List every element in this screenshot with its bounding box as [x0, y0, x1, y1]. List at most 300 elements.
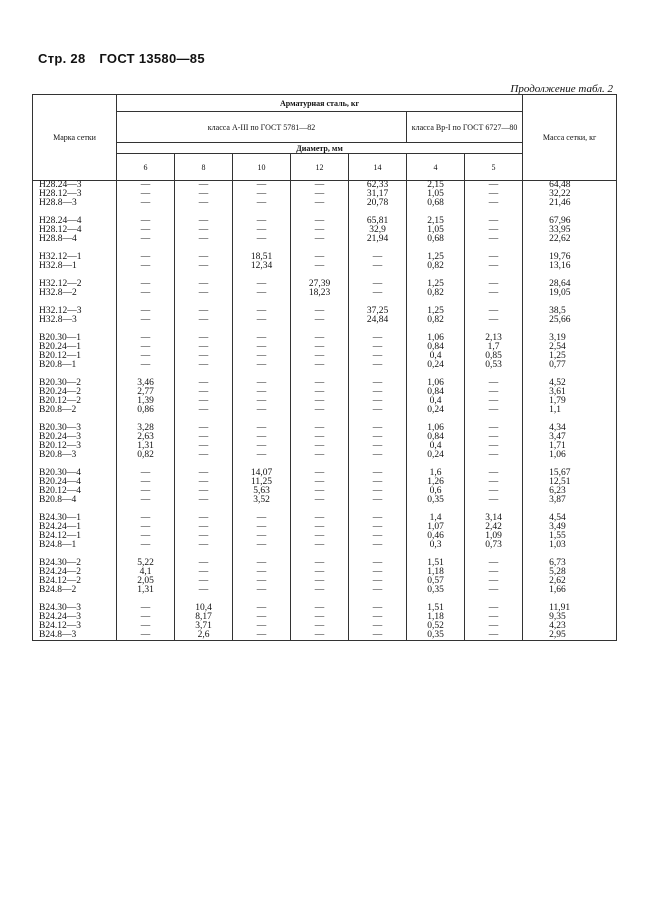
mark-value: В20.8—2 [39, 405, 77, 415]
mass-header: Масса сетки, кг [523, 95, 617, 181]
weight-value: 1,39 [137, 396, 154, 406]
weight-value: — [256, 279, 267, 289]
weight-value: — [488, 387, 499, 397]
weight-value: 3,52 [253, 495, 270, 505]
weight-value: — [256, 558, 267, 568]
weight-value: — [198, 387, 209, 397]
weight-cell [117, 514, 175, 550]
weight-value: 0,24 [427, 405, 444, 415]
mark-value: Н32.8—1 [39, 261, 77, 271]
weight-value: 0,53 [485, 360, 502, 370]
weight-cell [291, 604, 349, 641]
weight-value: — [372, 279, 383, 289]
page-header [38, 51, 215, 66]
weight-cell [349, 379, 407, 415]
weight-cell [233, 280, 291, 298]
weight-cell [465, 217, 523, 244]
weight-cell [233, 334, 291, 370]
mark-value: В20.24—4 [39, 477, 81, 487]
mass-value: 1,25 [549, 351, 566, 361]
weight-value: — [372, 261, 383, 271]
weight-value: — [198, 558, 209, 568]
spacer-cell [523, 415, 617, 424]
mark-value: В20.24—1 [39, 342, 81, 352]
weight-value: — [256, 423, 267, 433]
weight-value: — [256, 522, 267, 532]
weight-cell [291, 424, 349, 460]
weight-value: — [488, 450, 499, 460]
weight-value: — [256, 567, 267, 577]
weight-value: — [198, 486, 209, 496]
weight-value: 31,17 [366, 189, 389, 199]
mark-cell [33, 181, 117, 209]
weight-cell [407, 559, 465, 595]
weight-value: — [198, 306, 209, 316]
mass-value: 11,91 [549, 603, 571, 613]
mark-cell [33, 307, 117, 325]
mass-value: 0,77 [549, 360, 566, 370]
weight-cell [233, 514, 291, 550]
weight-value: — [488, 630, 499, 640]
weight-value: — [488, 198, 499, 208]
mass-value: 2,62 [549, 576, 566, 586]
weight-value: 0,82 [427, 288, 444, 298]
weight-cell [117, 181, 175, 209]
weight-value: — [314, 189, 325, 199]
weight-cell [233, 604, 291, 641]
weight-cell [291, 334, 349, 370]
weight-value: — [314, 621, 325, 631]
weight-value: — [140, 180, 151, 190]
weight-value: — [198, 531, 209, 541]
mark-value: В20.8—3 [39, 450, 77, 460]
weight-cell [407, 280, 465, 298]
weight-value: — [314, 225, 325, 235]
weight-value: — [140, 477, 151, 487]
weight-cell [407, 307, 465, 325]
weight-value: — [256, 342, 267, 352]
weight-cell [117, 469, 175, 505]
weight-value: — [256, 441, 267, 451]
weight-value: — [256, 315, 267, 325]
weight-value: 27,39 [308, 279, 331, 289]
mass-value: 22,62 [549, 234, 571, 244]
weight-value: 10,4 [195, 603, 212, 613]
weight-value: — [198, 378, 209, 388]
weight-value: — [140, 513, 151, 523]
mark-cell [33, 424, 117, 460]
weight-value: 14,07 [250, 468, 273, 478]
weight-value: 0,52 [427, 621, 444, 631]
weight-value: 1,06 [427, 423, 444, 433]
mark-value: В20.30—2 [39, 378, 81, 388]
weight-value: — [256, 405, 267, 415]
weight-value: — [372, 531, 383, 541]
mark-value: В20.24—2 [39, 387, 81, 397]
mass-value: 19,05 [549, 288, 571, 298]
weight-cell [175, 307, 233, 325]
weight-value: 5,22 [137, 558, 154, 568]
row-spacer [33, 550, 617, 559]
spacer-cell [523, 550, 617, 559]
weight-value: — [488, 225, 499, 235]
mark-value: Н32.12—2 [39, 279, 82, 289]
weight-value: — [488, 567, 499, 577]
weight-value: — [198, 432, 209, 442]
weight-value: — [198, 540, 209, 550]
mark-value: В24.8—1 [39, 540, 77, 550]
weight-value: 0,82 [427, 315, 444, 325]
weight-value: — [256, 360, 267, 370]
weight-value: — [198, 441, 209, 451]
weight-value: — [314, 612, 325, 622]
weight-value: 1,05 [427, 189, 444, 199]
weight-cell [465, 334, 523, 370]
weight-value: — [198, 495, 209, 505]
weight-value: — [198, 315, 209, 325]
weight-value: — [140, 360, 151, 370]
weight-value: — [372, 378, 383, 388]
weight-value: — [488, 252, 499, 262]
weight-value: — [488, 585, 499, 595]
weight-value: — [314, 522, 325, 532]
weight-value: — [372, 423, 383, 433]
weight-cell [349, 280, 407, 298]
weight-value: — [198, 198, 209, 208]
weight-value: 21,94 [366, 234, 389, 244]
weight-cell [465, 424, 523, 460]
weight-value: 24,84 [366, 315, 389, 325]
weight-value: 18,23 [308, 288, 331, 298]
weight-value: 65,81 [366, 216, 389, 226]
weight-cell [291, 559, 349, 595]
weight-value: — [488, 405, 499, 415]
weight-value: — [488, 216, 499, 226]
table-row [33, 604, 617, 641]
weight-value: — [198, 252, 209, 262]
weight-value: — [488, 495, 499, 505]
weight-value: — [488, 279, 499, 289]
weight-value: — [256, 630, 267, 640]
weight-value: — [140, 630, 151, 640]
weight-value: — [140, 216, 151, 226]
weight-value: — [256, 621, 267, 631]
diameter-col-4: 14 [349, 154, 407, 181]
mass-value: 2,95 [549, 630, 566, 640]
mark-value: В20.30—3 [39, 423, 81, 433]
reinforcement-table [32, 94, 617, 641]
table-row [33, 469, 617, 505]
weight-value: — [372, 486, 383, 496]
table-row [33, 424, 617, 460]
mass-cell [523, 559, 617, 595]
weight-cell [233, 253, 291, 271]
mass-value: 1,79 [549, 396, 566, 406]
weight-cell [349, 469, 407, 505]
weight-value: — [256, 180, 267, 190]
weight-value: — [314, 585, 325, 595]
weight-value: — [140, 189, 151, 199]
weight-cell [291, 379, 349, 415]
weight-value: — [372, 333, 383, 343]
weight-value: — [198, 279, 209, 289]
mass-value: 3,47 [549, 432, 566, 442]
weight-value: 4,1 [139, 567, 152, 577]
weight-value: — [314, 486, 325, 496]
weight-value: — [314, 567, 325, 577]
weight-value: — [372, 477, 383, 487]
weight-cell [465, 307, 523, 325]
weight-cell [175, 424, 233, 460]
weight-value: 0,46 [427, 531, 444, 541]
weight-value: — [198, 513, 209, 523]
spacer-cell [523, 370, 617, 379]
weight-value: 62,33 [366, 180, 389, 190]
weight-value: 2,05 [137, 576, 154, 586]
weight-value: — [140, 495, 151, 505]
mass-cell [523, 181, 617, 209]
weight-value: — [198, 351, 209, 361]
weight-value: — [198, 396, 209, 406]
weight-cell [291, 514, 349, 550]
weight-cell [117, 379, 175, 415]
weight-cell [407, 514, 465, 550]
weight-value: — [256, 432, 267, 442]
weight-cell [349, 334, 407, 370]
weight-cell [291, 307, 349, 325]
weight-value: 1,09 [485, 531, 502, 541]
weight-value: — [372, 630, 383, 640]
weight-value: — [198, 288, 209, 298]
weight-value: 0,57 [427, 576, 444, 586]
weight-value: — [198, 567, 209, 577]
weight-cell [117, 307, 175, 325]
row-spacer [33, 460, 617, 469]
mass-value: 3,61 [549, 387, 566, 397]
page-number: Стр. 28 [38, 51, 86, 66]
mark-value: Н28.24—3 [39, 180, 82, 190]
weight-value: — [488, 180, 499, 190]
weight-value: 1,18 [427, 612, 444, 622]
weight-cell [233, 307, 291, 325]
weight-value: — [140, 612, 151, 622]
mark-value: В24.30—2 [39, 558, 81, 568]
mark-value: В24.12—1 [39, 531, 81, 541]
weight-value: — [256, 585, 267, 595]
weight-value: — [488, 468, 499, 478]
class-b-header: класса Вр-I по ГОСТ 6727—80 [407, 112, 523, 143]
weight-cell [465, 181, 523, 209]
weight-value: 2,63 [137, 432, 154, 442]
weight-cell [465, 280, 523, 298]
row-spacer [33, 595, 617, 604]
weight-value: — [372, 540, 383, 550]
weight-value: 0,35 [427, 630, 444, 640]
mark-value: В20.30—1 [39, 333, 81, 343]
weight-value: 20,78 [366, 198, 389, 208]
mark-value: В24.30—1 [39, 513, 81, 523]
mass-value: 1,06 [549, 450, 566, 460]
weight-value: — [140, 540, 151, 550]
weight-cell [175, 181, 233, 209]
weight-value: — [488, 423, 499, 433]
weight-cell [465, 604, 523, 641]
weight-cell [117, 253, 175, 271]
mass-value: 19,76 [549, 252, 571, 262]
weight-cell [175, 280, 233, 298]
weight-value: — [256, 189, 267, 199]
weight-value: — [314, 513, 325, 523]
mass-cell [523, 307, 617, 325]
weight-value: — [372, 342, 383, 352]
weight-value: — [256, 288, 267, 298]
standard-title: ГОСТ 13580—85 [99, 51, 205, 66]
weight-value: — [372, 450, 383, 460]
weight-value: 0,68 [427, 234, 444, 244]
weight-value: 3,71 [195, 621, 212, 631]
weight-value: 1,25 [427, 306, 444, 316]
weight-value: — [314, 441, 325, 451]
weight-value: — [488, 612, 499, 622]
weight-value: — [314, 423, 325, 433]
weight-value: — [372, 351, 383, 361]
weight-cell [407, 469, 465, 505]
weight-value: — [488, 486, 499, 496]
mass-value: 15,67 [549, 468, 571, 478]
weight-value: 1,31 [137, 441, 154, 451]
mark-value: Н28.8—4 [39, 234, 77, 244]
weight-cell [349, 424, 407, 460]
weight-cell [407, 379, 465, 415]
weight-value: — [314, 558, 325, 568]
weight-value: — [314, 432, 325, 442]
weight-value: 8,17 [195, 612, 212, 622]
weight-value: 0,24 [427, 360, 444, 370]
weight-value: — [314, 630, 325, 640]
weight-value: — [372, 513, 383, 523]
weight-value: 0,4 [429, 441, 442, 451]
mass-cell [523, 253, 617, 271]
weight-value: — [372, 468, 383, 478]
weight-value: — [314, 234, 325, 244]
weight-value: 1,25 [427, 252, 444, 262]
weight-value: — [372, 360, 383, 370]
weight-value: — [372, 432, 383, 442]
mass-value: 1,71 [549, 441, 566, 451]
weight-value: — [140, 522, 151, 532]
weight-cell [175, 217, 233, 244]
mark-value: В24.12—3 [39, 621, 81, 631]
weight-value: — [140, 225, 151, 235]
weight-value: — [314, 396, 325, 406]
weight-value: — [140, 351, 151, 361]
weight-value: 5,63 [253, 486, 270, 496]
mark-cell [33, 514, 117, 550]
weight-value: 1,26 [427, 477, 444, 487]
mass-value: 64,48 [549, 180, 571, 190]
mass-cell [523, 334, 617, 370]
mass-value: 4,54 [549, 513, 566, 523]
mass-value: 3,19 [549, 333, 566, 343]
mass-value: 1,55 [549, 531, 566, 541]
weight-value: — [488, 603, 499, 613]
weight-value: 0,24 [427, 450, 444, 460]
row-spacer [33, 505, 617, 514]
mass-value: 9,35 [549, 612, 566, 622]
mass-value: 32,22 [549, 189, 571, 199]
weight-cell [465, 559, 523, 595]
mark-value: В24.8—3 [39, 630, 77, 640]
table-row [33, 334, 617, 370]
weight-value: — [488, 432, 499, 442]
table-row [33, 280, 617, 298]
weight-value: 2,42 [485, 522, 502, 532]
mark-value: В20.24—3 [39, 432, 81, 442]
mass-cell [523, 514, 617, 550]
mark-value: Н32.12—1 [39, 252, 82, 262]
weight-value: — [314, 450, 325, 460]
weight-value: — [314, 180, 325, 190]
weight-value: 37,25 [366, 306, 389, 316]
mass-cell [523, 280, 617, 298]
weight-cell [465, 379, 523, 415]
weight-value: 1,31 [137, 585, 154, 595]
mark-value: В20.12—2 [39, 396, 81, 406]
mass-value: 33,95 [549, 225, 571, 235]
mass-cell [523, 469, 617, 505]
weight-value: — [314, 198, 325, 208]
mark-value: В20.12—3 [39, 441, 81, 451]
weight-value: 0,73 [485, 540, 502, 550]
weight-value: — [256, 396, 267, 406]
weight-cell [175, 469, 233, 505]
weight-value: — [488, 396, 499, 406]
weight-value: — [256, 540, 267, 550]
weight-value: 2,6 [197, 630, 210, 640]
mark-header: Марка сетки [33, 95, 117, 181]
weight-value: 1,51 [427, 603, 444, 613]
weight-value: — [372, 558, 383, 568]
weight-cell [233, 424, 291, 460]
mass-cell [523, 424, 617, 460]
weight-value: — [140, 531, 151, 541]
mark-value: В24.8—2 [39, 585, 77, 595]
mark-cell [33, 469, 117, 505]
mark-value: Н28.12—4 [39, 225, 82, 235]
table-row [33, 559, 617, 595]
weight-value: — [372, 495, 383, 505]
mark-value: В20.12—4 [39, 486, 81, 496]
weight-value: — [256, 603, 267, 613]
weight-cell [117, 604, 175, 641]
mass-value: 25,66 [549, 315, 571, 325]
weight-value: 0,68 [427, 198, 444, 208]
diameter-col-3: 12 [291, 154, 349, 181]
weight-value: — [372, 603, 383, 613]
weight-value: — [256, 576, 267, 586]
weight-value: — [140, 342, 151, 352]
weight-value: — [314, 333, 325, 343]
weight-cell [407, 334, 465, 370]
weight-value: 1,25 [427, 279, 444, 289]
mass-value: 1,03 [549, 540, 566, 550]
weight-cell [291, 253, 349, 271]
mass-value: 4,52 [549, 378, 566, 388]
weight-value: 1,51 [427, 558, 444, 568]
mass-value: 1,1 [549, 405, 561, 415]
weight-cell [175, 334, 233, 370]
weight-value: — [256, 450, 267, 460]
